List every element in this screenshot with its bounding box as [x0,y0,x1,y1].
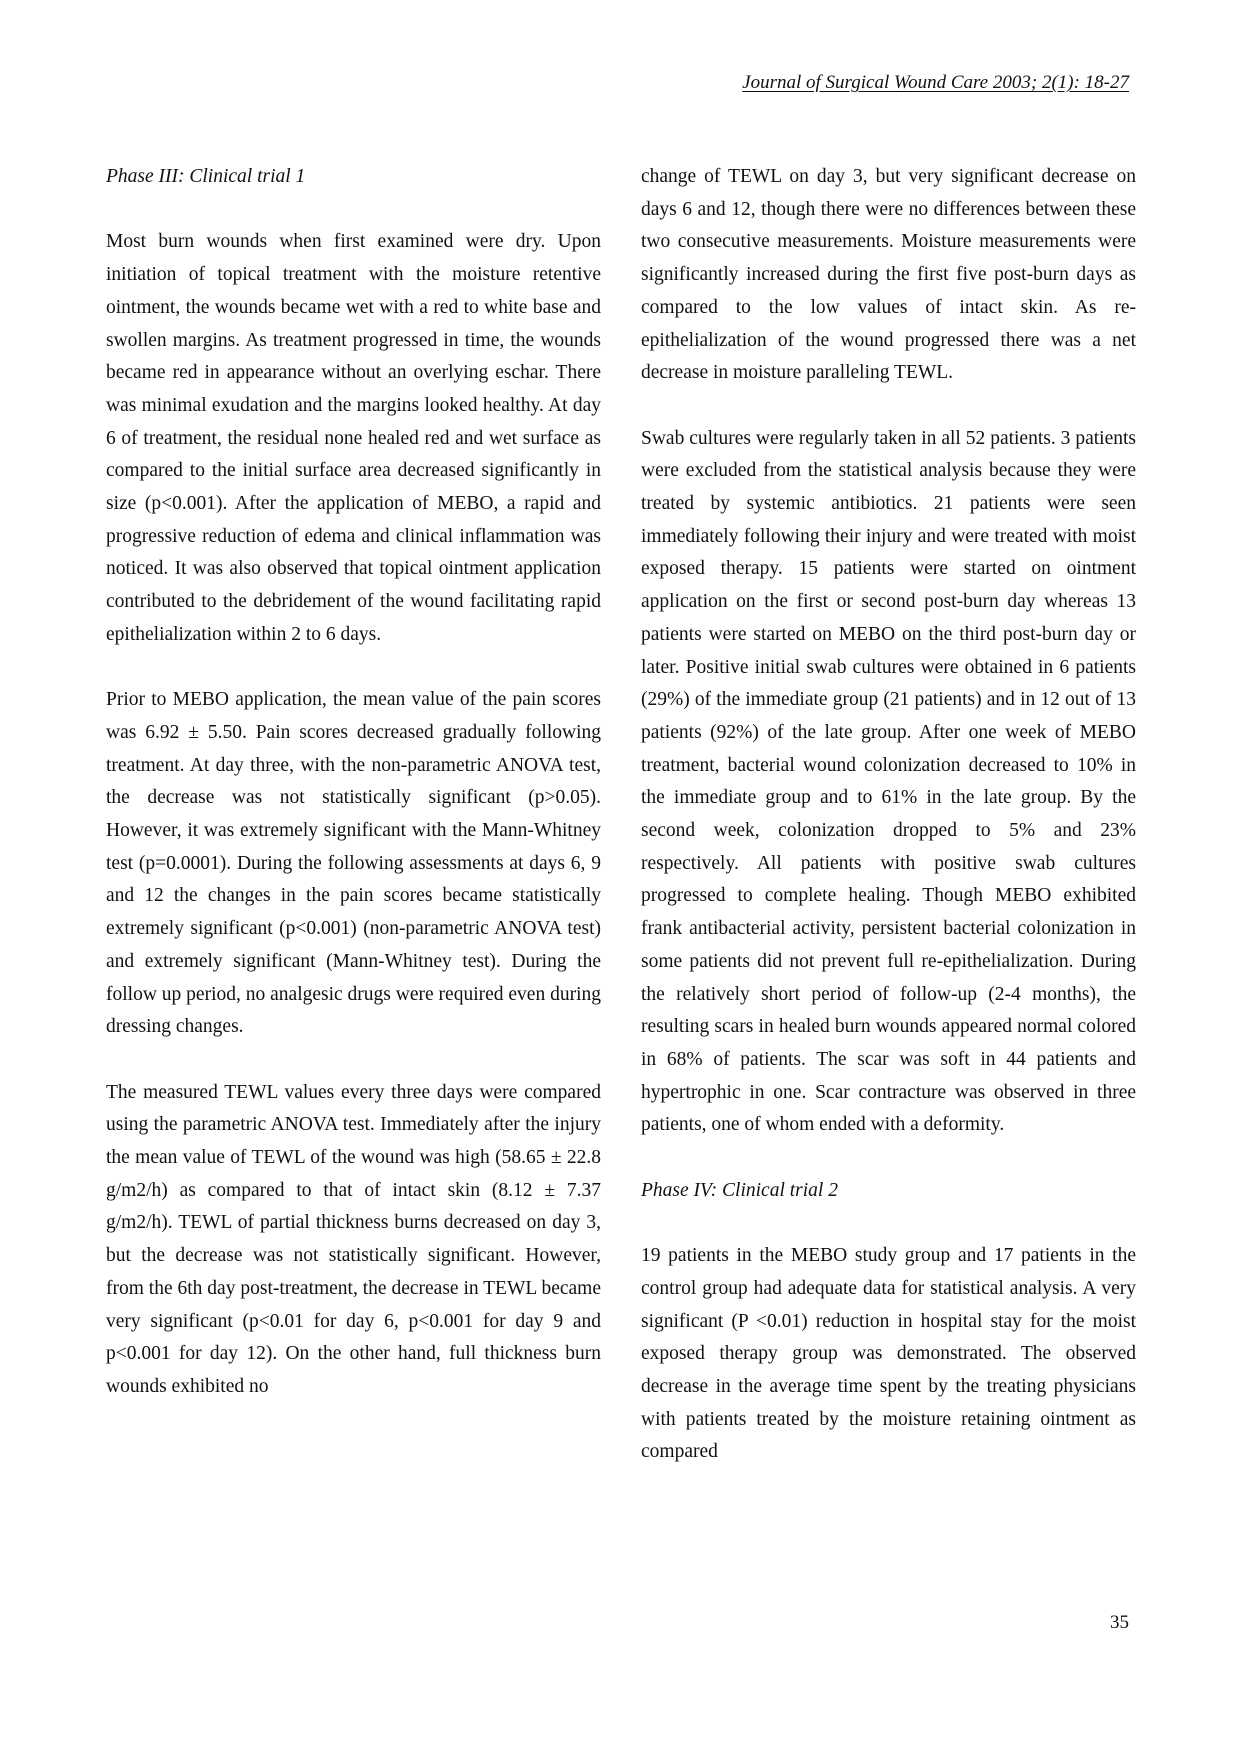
section-heading-phase-3: Phase III: Clinical trial 1 [106,166,306,187]
section-heading-phase-4: Phase IV: Clinical trial 2 [641,1179,838,1201]
paragraph: Swab cultures were regularly taken in all 52 patients. 3 patients were excluded from the statistical analysis because they were treated by systemic antibiotics. 21 patients were seen immediately following their injury and were treated with moist exposed therapy. 15 patients were started on ointment application on the first or second post-burn day whereas 13 patients were started on MEBO on the third post-burn day or later. Positive initial swab cultures were obtained in 6 patients (29%) of the immediate group (21 patients) and in 12 out of 13 patients (92%) of the late group. After one week of MEBO treatment, bacterial wound colonization decreased to 10% in the immediate group and to 61% in the late group. By the second week, colonization dropped to 5% and 23% respectively. All patients with positive swab cultures progressed to complete healing. Though MEBO exhibited frank antibacterial activity, persistent bacterial colonization in some patients did not prevent full re-epithelialization. During the relatively short period of follow-up (2-4 months), the resulting scars in healed burn wounds appeared normal colored in 68% of patients. The scar was soft in 44 patients and hypertrophic in one. Scar contracture was observed in three patients, one of whom ended with a deformity. [641,427,1136,1136]
paragraph: change of TEWL on day 3, but very significant decrease on days 6 and 12, though there were no differences between these two consecutive measurements. Moisture measurements were significantly increased during the first five post-burn days as compared to the low values of intact skin. As re-epithelialization of the wound progressed there was a net decrease in moisture paralleling TEWL. [641,166,1136,384]
paragraph: Prior to MEBO application, the mean value of the pain scores was 6.92 ± 5.50. Pain scores decreased gradually following treatment. At day three, with the non-parametric ANOVA test, the decrease was not statistically significant (p>0.05). However, it was extremely significant with the Mann-Whitney test (p=0.0001). During the following assessments at days 6, 9 and 12 the changes in the pain scores became statistically extremely significant (p<0.001) (non-parametric ANOVA test) and extremely significant (Mann-Whitney test). During the follow up period, no analgesic drugs were required even during dressing changes. [106,689,601,1038]
right-column [641,161,1136,1502]
paragraph: 19 patients in the MEBO study group and 17 patients in the control group had adequate data for statistical analysis. A very significant (P <0.01) reduction in hospital stay for the moist exposed therapy group was demonstrated. The observed decrease in the average time spent by the treating physicians with patients treated by the moisture retaining ointment as compared [641,1245,1136,1463]
page-number: 35 [1110,1612,1129,1633]
running-head: Journal of Surgical Wound Care 2003; 2(1): 18-27 [742,72,1129,93]
paragraph: The measured TEWL values every three days were compared using the parametric ANOVA test. Immediately after the injury the mean value of TEWL of the wound was high (58.65 ± 22.8 g/m2/h) as compared to that of intact skin (8.12 ± 7.37 g/m2/h). TEWL of partial thickness burns decreased on day 3, but the decrease was not statistically significant. However, from the 6th day post-treatment, the decrease in TEWL became very significant (p<0.01 for day 6, p<0.001 for day 9 and p<0.001 for day 12). On the other hand, full thickness burn wounds exhibited no [106,1081,601,1397]
paragraph: Most burn wounds when first examined were dry. Upon initiation of topical treatment with the moisture retentive ointment, the wounds became wet with a red to white base and swollen margins. As treatment progressed in time, the wounds became red in appearance without an overlying eschar. There was minimal exudation and the margins looked healthy. At day 6 of treatment, the residual none healed red and wet surface as compared to the initial surface area decreased significantly in size (p<0.001). After the application of MEBO, a rapid and progressive reduction of edema and clinical inflammation was noticed. It was also observed that topical ointment application contributed to the debridement of the wound facilitating rapid epithelialization within 2 to 6 days. [106,231,601,645]
left-column [106,161,601,1436]
